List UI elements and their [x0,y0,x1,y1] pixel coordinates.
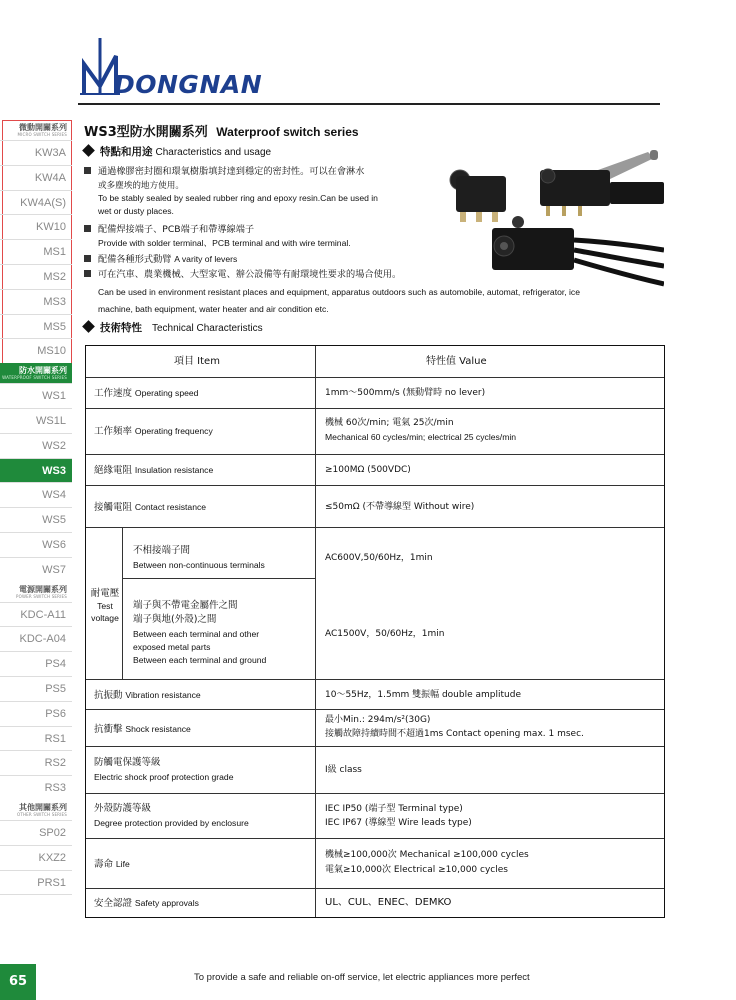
technical-heading-zh: 技術特性 [100,322,142,334]
spec-value: 最小Min.: 294m/s²(30G) [325,715,431,725]
table-header-item: 項目 Item [174,356,220,367]
spec-label-zh: 抗振動 [94,690,123,701]
spec-value: 10～55Hz，1.5mm 雙振幅 double amplitude [325,690,521,700]
voltage-subrow-divider [122,578,316,579]
category-subtitle: MICRO SWITCH SERIES [17,132,67,137]
product-photo [448,150,664,296]
sidebar-nav [0,120,72,895]
spec-value: ≥100MΩ (500VDC) [325,465,411,475]
sidebar-item-kw3a[interactable]: KW3A [0,140,72,165]
bullet-text-zh: 配備各種形式動臂 [98,254,172,265]
page-number: 65 [0,964,36,1000]
spec-label-zh: 端子與不帶電金屬件之間 [133,600,238,611]
spec-label-en: Safety approvals [134,898,199,908]
spec-label-zh: 絕緣電阻 [94,465,133,476]
brand-name: DONGNAN [114,70,263,99]
sidebar-item-ws3[interactable]: WS3 [0,458,72,483]
spec-label-en-cont2: Between each terminal and ground [133,655,267,665]
bullet-text-en-cont: machine, bath equipment, water heater and air condition etc. [98,304,329,314]
spec-label-zh: 不相接端子間 [133,545,191,556]
sidebar-item-ws5[interactable]: WS5 [0,507,72,532]
sidebar-item-kxz2[interactable]: KXZ2 [0,845,72,870]
table-row [86,838,664,888]
sidebar-item-kw4a-s[interactable]: KW4A(S) [0,190,72,215]
table-row [86,377,664,408]
specifications-table [85,345,665,918]
table-row [86,408,664,454]
diamond-bullet-icon [82,320,95,333]
sidebar-item-rs2[interactable]: RS2 [0,750,72,775]
sidebar-item-ws6[interactable]: WS6 [0,532,72,557]
sidebar-item-ws4[interactable]: WS4 [0,482,72,507]
table-header-value: 特性值 Value [426,356,487,367]
category-title: 防水開關系列 [19,366,67,376]
diamond-bullet-icon [82,144,95,157]
sidebar-item-ps4[interactable]: PS4 [0,651,72,676]
switch-with-lever-illustration [540,150,664,216]
switch-wire-type-illustration [492,216,664,284]
sidebar-item-rs1[interactable]: RS1 [0,726,72,751]
spec-value: AC600V,50/60Hz，1min [325,553,433,563]
brand-logo [78,36,288,100]
sidebar-item-kw4a[interactable]: KW4A [0,165,72,190]
spec-label-en: Life [115,859,130,869]
table-row [86,746,664,793]
square-bullet-icon [84,270,91,277]
sidebar-category-micro [0,120,72,140]
sidebar-item-kw10[interactable]: KW10 [0,214,72,239]
spec-label-en: Insulation resistance [134,465,214,475]
spec-value-cont: 電氣≥10,000次 Electrical ≥10,000 cycles [325,865,508,875]
sidebar-item-ws2[interactable]: WS2 [0,433,72,458]
bullet-text-zh: 通過橡膠密封圈和環氧樹脂填封達到穩定的密封性。可以在會淋水 [98,166,365,177]
spec-label-en: Contact resistance [134,502,207,512]
category-subtitle: OTHER SWITCH SERIES [16,811,67,817]
spec-label-en: Vibration resistance [125,690,201,700]
sidebar-category-power [0,582,72,602]
spec-label-en-cont: exposed metal parts [133,642,211,652]
table-header-row [86,346,664,377]
characteristics-heading-en: Characteristics and usage [155,147,272,158]
bullet-text-zh-cont: 或多塵埃的地方使用。 [98,180,184,190]
sidebar-item-ws7[interactable]: WS7 [0,557,72,582]
square-bullet-icon [84,225,91,232]
spec-value: AC1500V，50/60Hz，1min [325,629,445,639]
spec-value: Ⅰ級 class [325,765,362,775]
characteristic-item-levers [84,253,414,267]
spec-label-en: Shock resistance [125,724,191,734]
table-row [86,709,664,746]
spec-value: UL、CUL、ENEC、DEMKO [325,897,452,908]
spec-value: 機械 60次/min; 電氣 25次/min [325,418,454,428]
bullet-text-zh: 可在汽車、農業機械、大型家電、辦公設備等有耐環境性要求的場合使用。 [98,269,402,280]
voltage-group-divider [122,528,123,680]
sidebar-item-ws1l[interactable]: WS1L [0,408,72,433]
category-subtitle: WATERPROOF SWITCH SERIES [2,375,67,381]
spec-label-zh-cont: 端子與地(外殼)之間 [133,614,217,625]
bullet-text-en: Can be used in environment resistant places and equipment, apparatus outdoors such as automobile, automat, refrigerator, ice [98,287,581,297]
spec-label-zh: 壽命 [94,859,114,870]
technical-heading-en: Technical Characteristics [152,323,263,334]
voltage-group-label-en: Test [97,601,113,611]
sidebar-item-ps6[interactable]: PS6 [0,701,72,726]
characteristics-heading [84,144,271,159]
voltage-group-label-zh: 耐電壓 [90,588,120,599]
technical-heading [84,320,263,335]
table-row [86,888,664,917]
characteristics-heading-zh: 特點和用途 [100,146,153,158]
table-row [86,454,664,485]
sidebar-item-sp02[interactable]: SP02 [0,820,72,845]
sidebar-item-ms10[interactable]: MS10 [0,338,72,363]
sidebar-item-kdc-a11[interactable]: KDC-A11 [0,602,72,627]
category-title: 微動開關系列 [19,123,67,132]
table-row-test-voltage [86,527,664,679]
table-row [86,679,664,709]
characteristic-item-terminals [84,223,414,250]
sidebar-item-ms5[interactable]: MS5 [0,314,72,339]
sidebar-item-kdc-a04[interactable]: KDC-A04 [0,626,72,651]
spec-label-en: Operating frequency [134,426,213,436]
bullet-text-zh: 配備焊接端子、PCB端子和帶導線端子 [98,224,255,235]
sidebar-item-ms1[interactable]: MS1 [0,239,72,264]
header-divider [78,103,660,105]
spec-value: ≤50mΩ (不帶導線型 Without wire) [325,502,475,512]
spec-value-en: Mechanical 60 cycles/min; electrical 25 cycles/min [325,432,517,442]
category-title: 電源開關系列 [19,584,67,594]
bullet-text-en: To be stably sealed by sealed rubber ring and epoxy resin.Can be used in [98,193,378,203]
sidebar-item-ws1[interactable]: WS1 [0,383,72,408]
spec-label-en: Between non-continuous terminals [133,560,265,570]
square-bullet-icon [84,167,91,174]
spec-label-zh: 防觸電保護等級 [94,757,161,768]
page-title [84,121,359,140]
spec-label-zh: 抗衝擊 [94,724,123,735]
table-row [86,793,664,838]
footer-slogan: To provide a safe and reliable on-off service, let electric appliances more perfect [194,972,530,983]
category-subtitle: POWER SWITCH SERIES [16,593,67,599]
spec-label-zh: 外殼防護等級 [94,803,152,814]
sidebar-item-rs3[interactable]: RS3 [0,775,72,800]
spec-label-en: Operating speed [134,388,199,398]
page-title-zh: WS3型防水開關系列 [84,125,208,140]
bullet-text-en-cont: wet or dusty places. [98,206,174,216]
table-row [86,485,664,527]
sidebar-item-prs1[interactable]: PRS1 [0,870,72,895]
spec-value: 機械≥100,000次 Mechanical ≥100,000 cycles [325,850,529,860]
bullet-text-en: Provide with solder terminal、PCB terminal and with wire terminal. [98,238,351,248]
characteristic-item-sealing [84,165,414,218]
bullet-text-en: A varity of levers [174,254,238,264]
sidebar-category-other [0,800,72,820]
spec-value: 1mm～500mm/s (無動臂時 no lever) [325,388,486,398]
spec-label-zh: 工作頻率 [94,426,133,437]
page-title-en: Waterproof switch series [216,125,359,139]
spec-label-zh: 接觸電阻 [94,502,133,513]
spec-label-zh: 工作速度 [94,388,133,399]
sidebar-item-ms2[interactable]: MS2 [0,264,72,289]
spec-value-cont: IEC IP67 (導線型 Wire leads type) [325,818,472,828]
spec-label-zh: 安全認證 [94,898,133,909]
spec-label-en: Electric shock proof protection grade [94,772,234,782]
spec-value-cont: 接觸故障持續時間不超過1ms Contact opening max. 1 msec. [325,729,584,739]
spec-label-en: Degree protection provided by enclosure [94,818,249,828]
sidebar-category-waterproof [0,363,72,383]
spec-value: IEC IP50 (端子型 Terminal type) [325,804,463,814]
sidebar-item-ps5[interactable]: PS5 [0,676,72,701]
category-title: 其他開關系列 [19,802,67,812]
square-bullet-icon [84,255,91,262]
switch-terminal-type-illustration [450,170,506,222]
voltage-group-label-en-cont: voltage [91,613,119,623]
spec-label-en: Between each terminal and other [133,629,260,639]
sidebar-item-ms3[interactable]: MS3 [0,289,72,314]
